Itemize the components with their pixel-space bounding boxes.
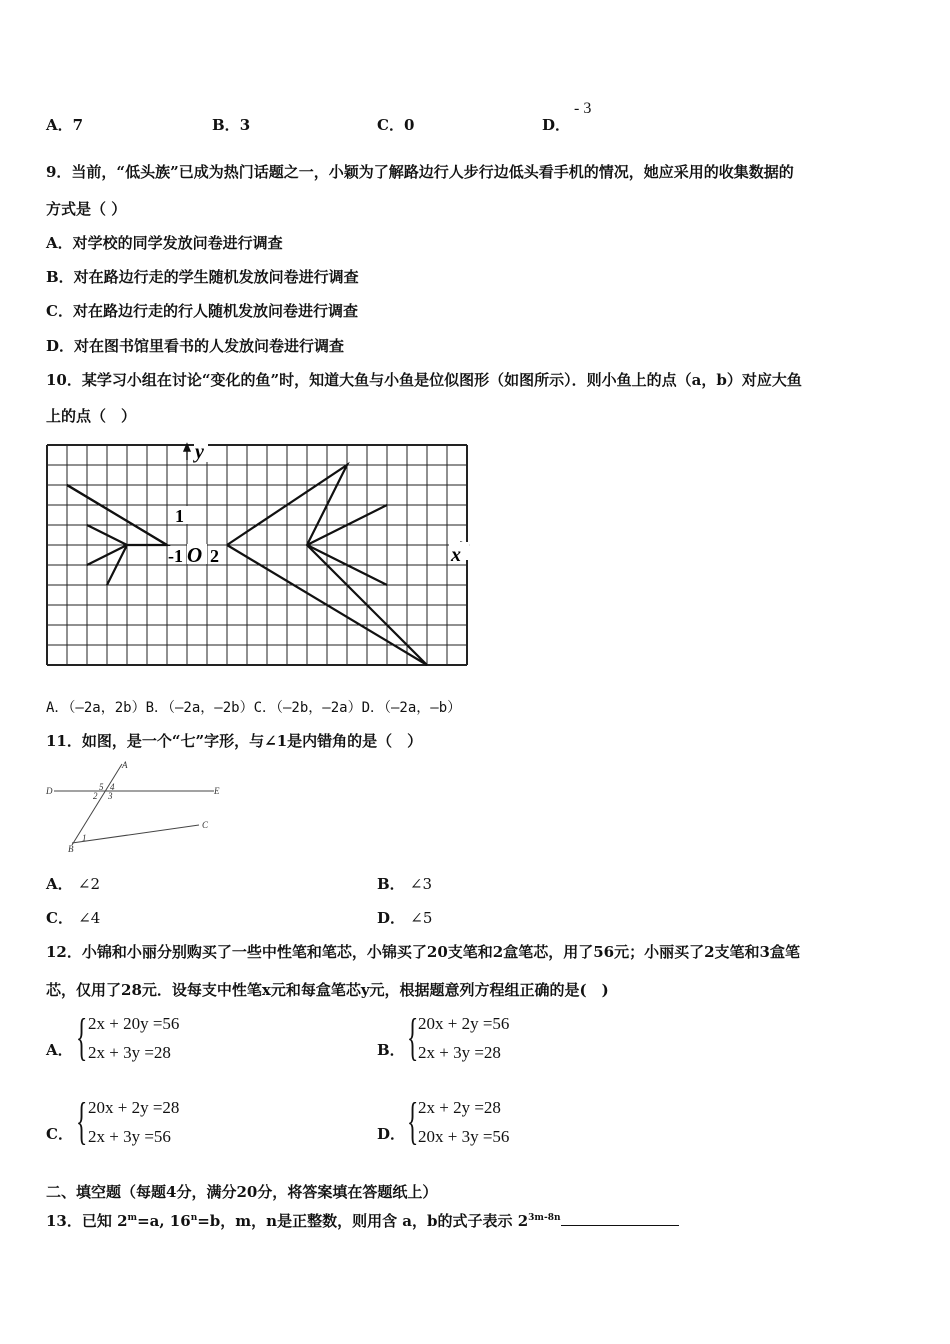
label-d: D (46, 786, 53, 796)
q12-option-c-letter: C． (46, 1125, 73, 1143)
angle-label-1: 1 (82, 833, 87, 843)
q12-option-d-eq2: 20x + 3y =56 (418, 1127, 510, 1146)
angle-label-5: 5 (99, 782, 104, 792)
line-ab (72, 764, 122, 845)
seven-shape-figure (44, 760, 234, 855)
q9-stem-line1: 9．当前，“低头族”已成为热门话题之一，小颖为了解路边行人步行边低头看手机的情况，她应采用的收集数据的 (46, 163, 794, 181)
q10-stem-line2: 上的点（ ） (46, 407, 137, 425)
q12-option-d-eq1: 2x + 2y =28 (418, 1098, 501, 1117)
q11-option-c: C． ∠4 (46, 909, 101, 927)
q12-option-d-letter: D． (377, 1125, 406, 1143)
q11-stem: 11．如图，是一个“七”字形，与∠1是内错角的是（ ） (46, 732, 423, 750)
grid-lines (47, 445, 467, 665)
q13-stem: 13．已知 $2^m=a$, $16^n=b$，m，n是正整数，则用含 a，b的式子表示 $2^{3m-8n}$ (46, 1208, 679, 1231)
q11-option-a: A． ∠2 (46, 875, 100, 893)
q12-option-b-eq2: 2x + 3y =28 (418, 1043, 501, 1062)
q9-option-b: B．对在路边行走的学生随机发放问卷进行调查 (46, 268, 359, 286)
label-e: E (214, 786, 220, 796)
q12-option-b-letter: B． (377, 1041, 405, 1059)
origin-label: O (187, 543, 203, 567)
q8-option-a: A．7 (46, 116, 84, 134)
q8-option-c: C．0 (377, 116, 415, 134)
q11-option-d: D． ∠5 (377, 909, 433, 927)
tick-label-1: 1 (175, 506, 184, 526)
q12-stem-line1: 12．小锦和小丽分别购买了一些中性笔和笔芯，小锦买了20支笔和2盒笔芯，用了56元；小丽买了2支笔和3盒笔 (46, 943, 800, 961)
tick-label-minus-1: -1 (168, 546, 183, 566)
angle-label-3: 3 (108, 791, 113, 801)
q13-answer-blank[interactable] (561, 1211, 679, 1226)
small-fish (67, 485, 167, 585)
q8-option-d-value: - 3 (574, 100, 592, 117)
q9-option-c: C．对在路边行走的行人随机发放问卷进行调查 (46, 302, 358, 320)
label-c: C (202, 820, 209, 830)
q12-option-b-eq1: 20x + 2y =56 (418, 1014, 510, 1033)
q12-option-c-eq2: 2x + 3y =56 (88, 1127, 171, 1146)
q12-option-a-letter: A． (46, 1041, 73, 1059)
q12-option-a-eq1: 2x + 20y =56 (88, 1014, 180, 1033)
q11-option-b: B． ∠3 (377, 875, 433, 893)
q9-option-d: D．对在图书馆里看书的人发放问卷进行调查 (46, 337, 345, 355)
label-b: B (68, 844, 74, 854)
section-2-title: 二、填空题（每题4分，满分20分，将答案填在答题纸上） (46, 1183, 438, 1201)
y-axis-label: y (195, 442, 204, 463)
q10-options: A．（—2a，2b）B．（—2a，—2b）C．（—2b，—2a）D．（—2a，—b） (46, 700, 462, 716)
q10-stem-line1: 10．某学习小组在讨论“变化的鱼”时，知道大鱼与小鱼是位似图形（如图所示）．则小鱼上的点（a，b）对应大鱼 (46, 371, 802, 389)
line-bc (72, 825, 199, 843)
label-a: A (122, 760, 128, 770)
q12-option-b-brace: { (407, 1009, 419, 1066)
q8-option-d: D． (542, 116, 571, 134)
q12-option-d-brace: { (407, 1093, 419, 1150)
fish-grid-figure (44, 442, 474, 670)
q12-option-a-brace: { (76, 1009, 88, 1066)
angle-label-4: 4 (110, 782, 115, 792)
angle-label-2: 2 (93, 791, 98, 801)
q9-option-a: A．对学校的同学发放问卷进行调查 (46, 234, 283, 252)
q12-option-a-eq2: 2x + 3y =28 (88, 1043, 171, 1062)
q12-stem-line2: 芯，仅用了28元．设每支中性笔x元和每盒笔芯y元，根据题意列方程组正确的是( ) (46, 981, 609, 999)
x-axis-label: x (451, 544, 461, 566)
q9-stem-line2: 方式是（ ） (46, 200, 127, 218)
tick-label-2: 2 (210, 546, 219, 566)
q8-option-b: B．3 (212, 116, 251, 134)
q12-option-c-brace: { (76, 1093, 88, 1150)
q12-option-c-eq1: 20x + 2y =28 (88, 1098, 180, 1117)
